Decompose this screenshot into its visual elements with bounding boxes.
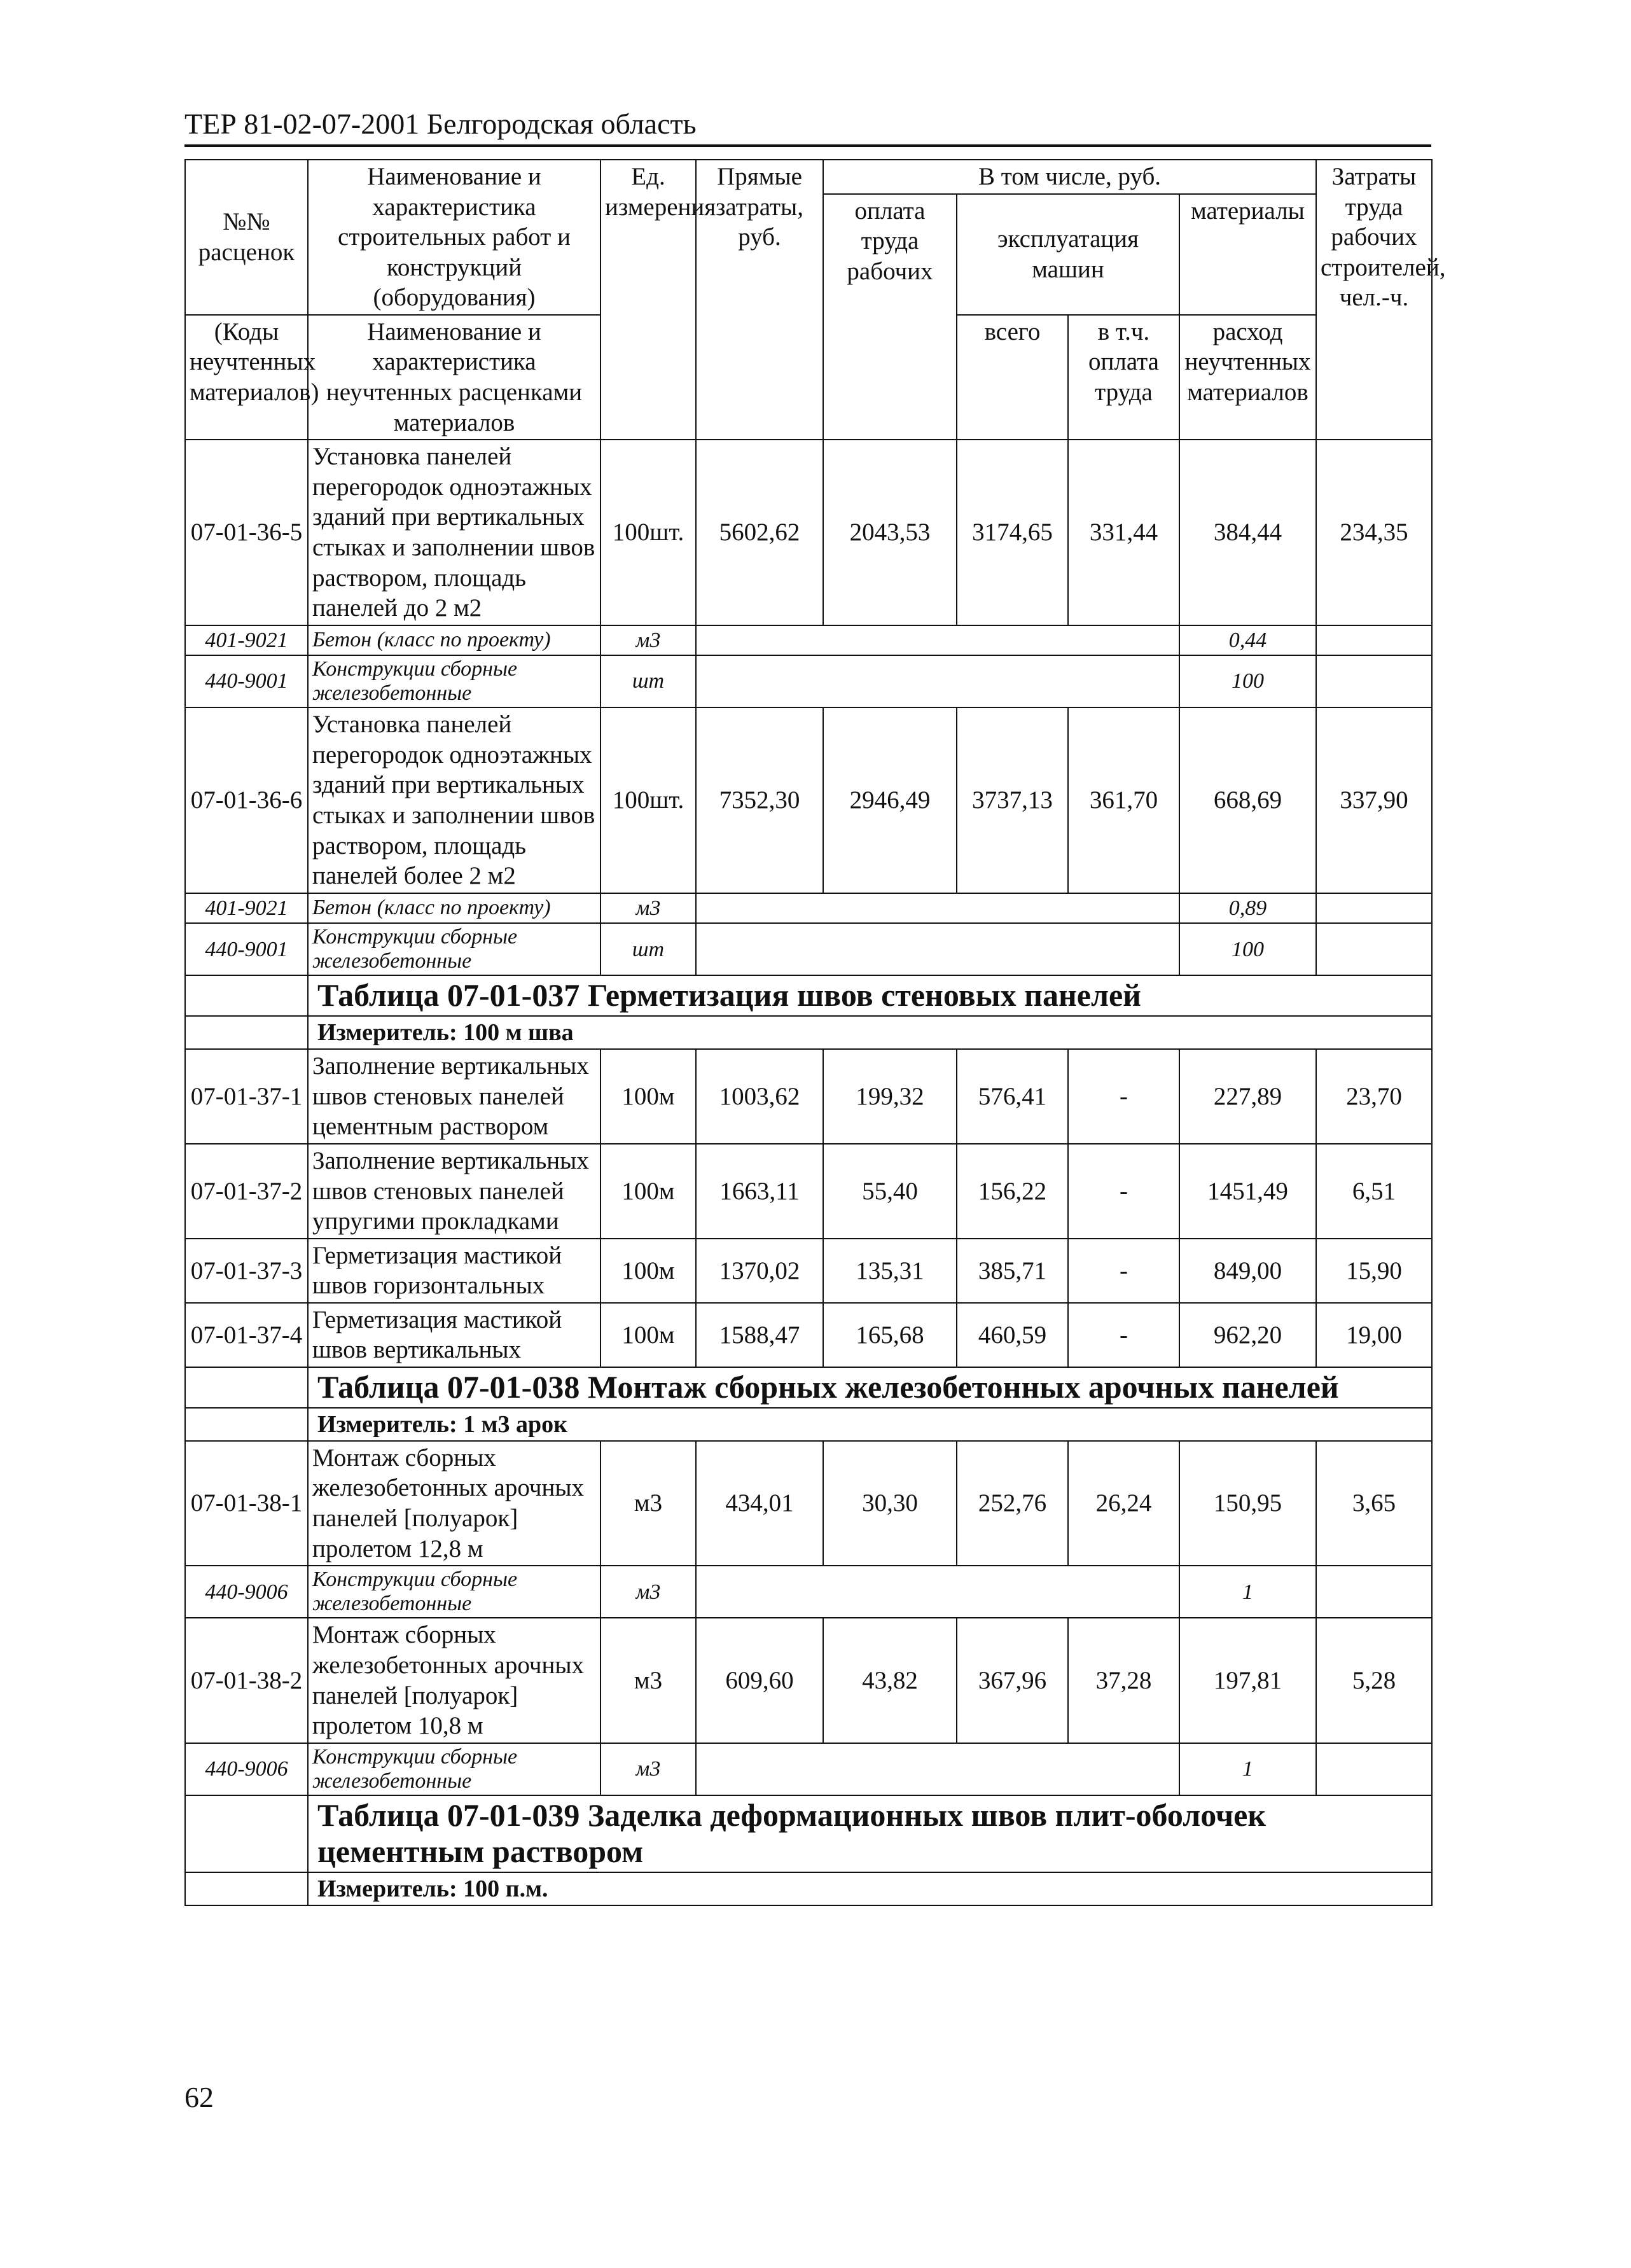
section-title: Таблица 07-01-039 Заделка деформационных швов плит-оболочек цементным раствором	[308, 1795, 1432, 1872]
material-row	[185, 655, 1432, 707]
material-usage: 0,44	[1179, 625, 1316, 655]
material-name: Бетон (класс по проекту)	[308, 893, 600, 923]
rate-labor-pay: 2946,49	[823, 707, 957, 893]
rate-row	[185, 1049, 1432, 1144]
rate-labor-hours: 23,70	[1316, 1049, 1432, 1144]
rate-machines: 385,71	[957, 1239, 1068, 1303]
rate-machines: 576,41	[957, 1049, 1068, 1144]
rate-direct-cost: 609,60	[696, 1618, 823, 1743]
col-materials-header: материалы	[1179, 194, 1316, 315]
rate-direct-cost: 1370,02	[696, 1239, 823, 1303]
page-number: 62	[184, 2081, 214, 2113]
rate-machine-labor: -	[1068, 1239, 1179, 1303]
material-unit: шт	[600, 655, 696, 707]
measure-row	[185, 1872, 1432, 1905]
rate-materials: 197,81	[1179, 1618, 1316, 1743]
material-blank-end	[1316, 923, 1432, 975]
material-row	[185, 625, 1432, 655]
rate-labor-pay: 30,30	[823, 1441, 957, 1566]
material-blank	[696, 655, 1179, 707]
rate-code: 07-01-37-4	[185, 1303, 308, 1367]
rate-machine-labor: 361,70	[1068, 707, 1179, 893]
rate-materials: 962,20	[1179, 1303, 1316, 1367]
header-row-1	[185, 160, 1432, 194]
rate-labor-pay: 165,68	[823, 1303, 957, 1367]
rate-labor-hours: 19,00	[1316, 1303, 1432, 1367]
rate-unit: 100м	[600, 1049, 696, 1144]
rate-name: Герметизация мастикой швов вертикальных	[308, 1303, 600, 1367]
col-unit-header: Ед. измерения	[600, 160, 696, 440]
rate-materials: 668,69	[1179, 707, 1316, 893]
rate-name: Установка панелей перегородок одноэтажных зданий при вертикальных стыках и заполнении швов раствором, площадь панелей более 2 м2	[308, 707, 600, 893]
rate-row	[185, 1441, 1432, 1566]
rate-name: Заполнение вертикальных швов стеновых панелей упругими прокладками	[308, 1144, 600, 1239]
rate-machines: 460,59	[957, 1303, 1068, 1367]
col-usage-header: расход неучтенных материалов	[1179, 315, 1316, 440]
material-usage: 100	[1179, 655, 1316, 707]
material-blank	[696, 923, 1179, 975]
measure-blank	[185, 1016, 308, 1049]
rate-direct-cost: 5602,62	[696, 440, 823, 625]
material-blank	[696, 625, 1179, 655]
measure-row	[185, 1016, 1432, 1049]
rate-machine-labor: -	[1068, 1303, 1179, 1367]
rate-direct-cost: 1003,62	[696, 1049, 823, 1144]
rate-labor-pay: 2043,53	[823, 440, 957, 625]
col-code2-header: (Коды неучтенных материалов)	[185, 315, 308, 440]
measure-label: Измеритель: 100 м шва	[308, 1016, 1432, 1049]
price-table	[184, 159, 1446, 1906]
material-unit: шт	[600, 923, 696, 975]
material-name: Конструкции сборные железобетонные	[308, 655, 600, 707]
material-name: Конструкции сборные железобетонные	[308, 1566, 600, 1618]
measure-blank	[185, 1408, 308, 1441]
section-title-blank	[185, 1795, 308, 1872]
material-code: 401-9021	[185, 625, 308, 655]
rate-machine-labor: 331,44	[1068, 440, 1179, 625]
rate-labor-hours: 15,90	[1316, 1239, 1432, 1303]
col-labor-header: оплата труда рабочих	[823, 194, 957, 440]
rate-materials: 384,44	[1179, 440, 1316, 625]
rate-labor-pay: 43,82	[823, 1618, 957, 1743]
section-title-blank	[185, 1367, 308, 1408]
rate-labor-pay: 55,40	[823, 1144, 957, 1239]
rate-unit: 100м	[600, 1303, 696, 1367]
rate-labor-hours: 5,28	[1316, 1618, 1432, 1743]
rate-labor-hours: 3,65	[1316, 1441, 1432, 1566]
rate-code: 07-01-37-3	[185, 1239, 308, 1303]
rate-materials: 849,00	[1179, 1239, 1316, 1303]
col-hours-header: Затраты труда рабочих строителей, чел.-ч.	[1316, 160, 1432, 440]
section-title-blank	[185, 975, 308, 1016]
rate-name: Монтаж сборных железобетонных арочных панелей [полуарок] пролетом 10,8 м	[308, 1618, 600, 1743]
material-blank	[696, 1743, 1179, 1795]
rate-labor-hours: 337,90	[1316, 707, 1432, 893]
section-title: Таблица 07-01-037 Герметизация швов стеновых панелей	[308, 975, 1432, 1016]
material-usage: 1	[1179, 1566, 1316, 1618]
material-code: 440-9001	[185, 655, 308, 707]
material-name: Конструкции сборные железобетонные	[308, 923, 600, 975]
rate-row	[185, 440, 1432, 625]
col-code-header: №№ расценок	[185, 160, 308, 315]
material-unit: м3	[600, 1743, 696, 1795]
rate-row	[185, 707, 1432, 893]
col-mtotal-header: всего	[957, 315, 1068, 440]
rate-materials: 150,95	[1179, 1441, 1316, 1566]
rate-unit: 100шт.	[600, 440, 696, 625]
section-title-row	[185, 1795, 1432, 1872]
material-name: Бетон (класс по проекту)	[308, 625, 600, 655]
rate-machines: 252,76	[957, 1441, 1068, 1566]
rate-row	[185, 1303, 1432, 1367]
rate-unit: м3	[600, 1618, 696, 1743]
material-unit: м3	[600, 625, 696, 655]
rate-machine-labor: 26,24	[1068, 1441, 1179, 1566]
rate-unit: 100шт.	[600, 707, 696, 893]
rate-machine-labor: -	[1068, 1144, 1179, 1239]
rate-machines: 367,96	[957, 1618, 1068, 1743]
rate-labor-hours: 6,51	[1316, 1144, 1432, 1239]
material-usage: 0,89	[1179, 893, 1316, 923]
rate-labor-pay: 199,32	[823, 1049, 957, 1144]
rate-row	[185, 1618, 1432, 1743]
rate-code: 07-01-38-2	[185, 1618, 308, 1743]
rate-direct-cost: 1588,47	[696, 1303, 823, 1367]
section-title: Таблица 07-01-038 Монтаж сборных железобетонных арочных панелей	[308, 1367, 1432, 1408]
rate-machines: 3737,13	[957, 707, 1068, 893]
rate-code: 07-01-37-1	[185, 1049, 308, 1144]
material-blank-end	[1316, 655, 1432, 707]
measure-label: Измеритель: 1 м3 арок	[308, 1408, 1432, 1441]
rate-machines: 156,22	[957, 1144, 1068, 1239]
rate-machine-labor: 37,28	[1068, 1618, 1179, 1743]
col-name-header: Наименование и характеристика строительных работ и конструкций (оборудования)	[308, 160, 600, 315]
material-code: 440-9001	[185, 923, 308, 975]
material-blank	[696, 1566, 1179, 1618]
rate-unit: 100м	[600, 1144, 696, 1239]
material-blank	[696, 893, 1179, 923]
rate-unit: 100м	[600, 1239, 696, 1303]
rate-code: 07-01-36-6	[185, 707, 308, 893]
material-unit: м3	[600, 893, 696, 923]
rate-labor-hours: 234,35	[1316, 440, 1432, 625]
rate-materials: 1451,49	[1179, 1144, 1316, 1239]
rate-name: Герметизация мастикой швов горизонтальных	[308, 1239, 600, 1303]
material-blank-end	[1316, 893, 1432, 923]
section-title-row	[185, 975, 1432, 1016]
col-mlabor-header: в т.ч. оплата труда	[1068, 315, 1179, 440]
rate-code: 07-01-37-2	[185, 1144, 308, 1239]
material-usage: 100	[1179, 923, 1316, 975]
material-blank-end	[1316, 1743, 1432, 1795]
rate-direct-cost: 1663,11	[696, 1144, 823, 1239]
page-header: ТЕР 81-02-07-2001 Белгородская область	[184, 107, 1431, 147]
material-blank-end	[1316, 625, 1432, 655]
col-direct-header: Прямые затраты, руб.	[696, 160, 823, 440]
material-row	[185, 1743, 1432, 1795]
rate-machine-labor: -	[1068, 1049, 1179, 1144]
col-incl-header: В том числе, руб.	[823, 160, 1316, 194]
rate-row	[185, 1239, 1432, 1303]
col-machines-header: эксплуатация машин	[957, 194, 1179, 315]
rate-unit: м3	[600, 1441, 696, 1566]
material-name: Конструкции сборные железобетонные	[308, 1743, 600, 1795]
rate-code: 07-01-38-1	[185, 1441, 308, 1566]
rate-direct-cost: 434,01	[696, 1441, 823, 1566]
material-usage: 1	[1179, 1743, 1316, 1795]
measure-row	[185, 1408, 1432, 1441]
material-row	[185, 1566, 1432, 1618]
material-unit: м3	[600, 1566, 696, 1618]
material-code: 440-9006	[185, 1566, 308, 1618]
material-row	[185, 893, 1432, 923]
rate-name: Заполнение вертикальных швов стеновых панелей цементным раствором	[308, 1049, 600, 1144]
rate-name: Монтаж сборных железобетонных арочных панелей [полуарок] пролетом 12,8 м	[308, 1441, 600, 1566]
material-code: 401-9021	[185, 893, 308, 923]
rate-machines: 3174,65	[957, 440, 1068, 625]
rate-direct-cost: 7352,30	[696, 707, 823, 893]
rate-materials: 227,89	[1179, 1049, 1316, 1144]
col-name2-header: Наименование и характеристика неучтенных расценками материалов	[308, 315, 600, 440]
measure-label: Измеритель: 100 п.м.	[308, 1872, 1432, 1905]
rate-row	[185, 1144, 1432, 1239]
material-blank-end	[1316, 1566, 1432, 1618]
rate-name: Установка панелей перегородок одноэтажных зданий при вертикальных стыках и заполнении швов раствором, площадь панелей до 2 м2	[308, 440, 600, 625]
rate-labor-pay: 135,31	[823, 1239, 957, 1303]
rate-code: 07-01-36-5	[185, 440, 308, 625]
measure-blank	[185, 1872, 308, 1905]
material-row	[185, 923, 1432, 975]
section-title-row	[185, 1367, 1432, 1408]
material-code: 440-9006	[185, 1743, 308, 1795]
